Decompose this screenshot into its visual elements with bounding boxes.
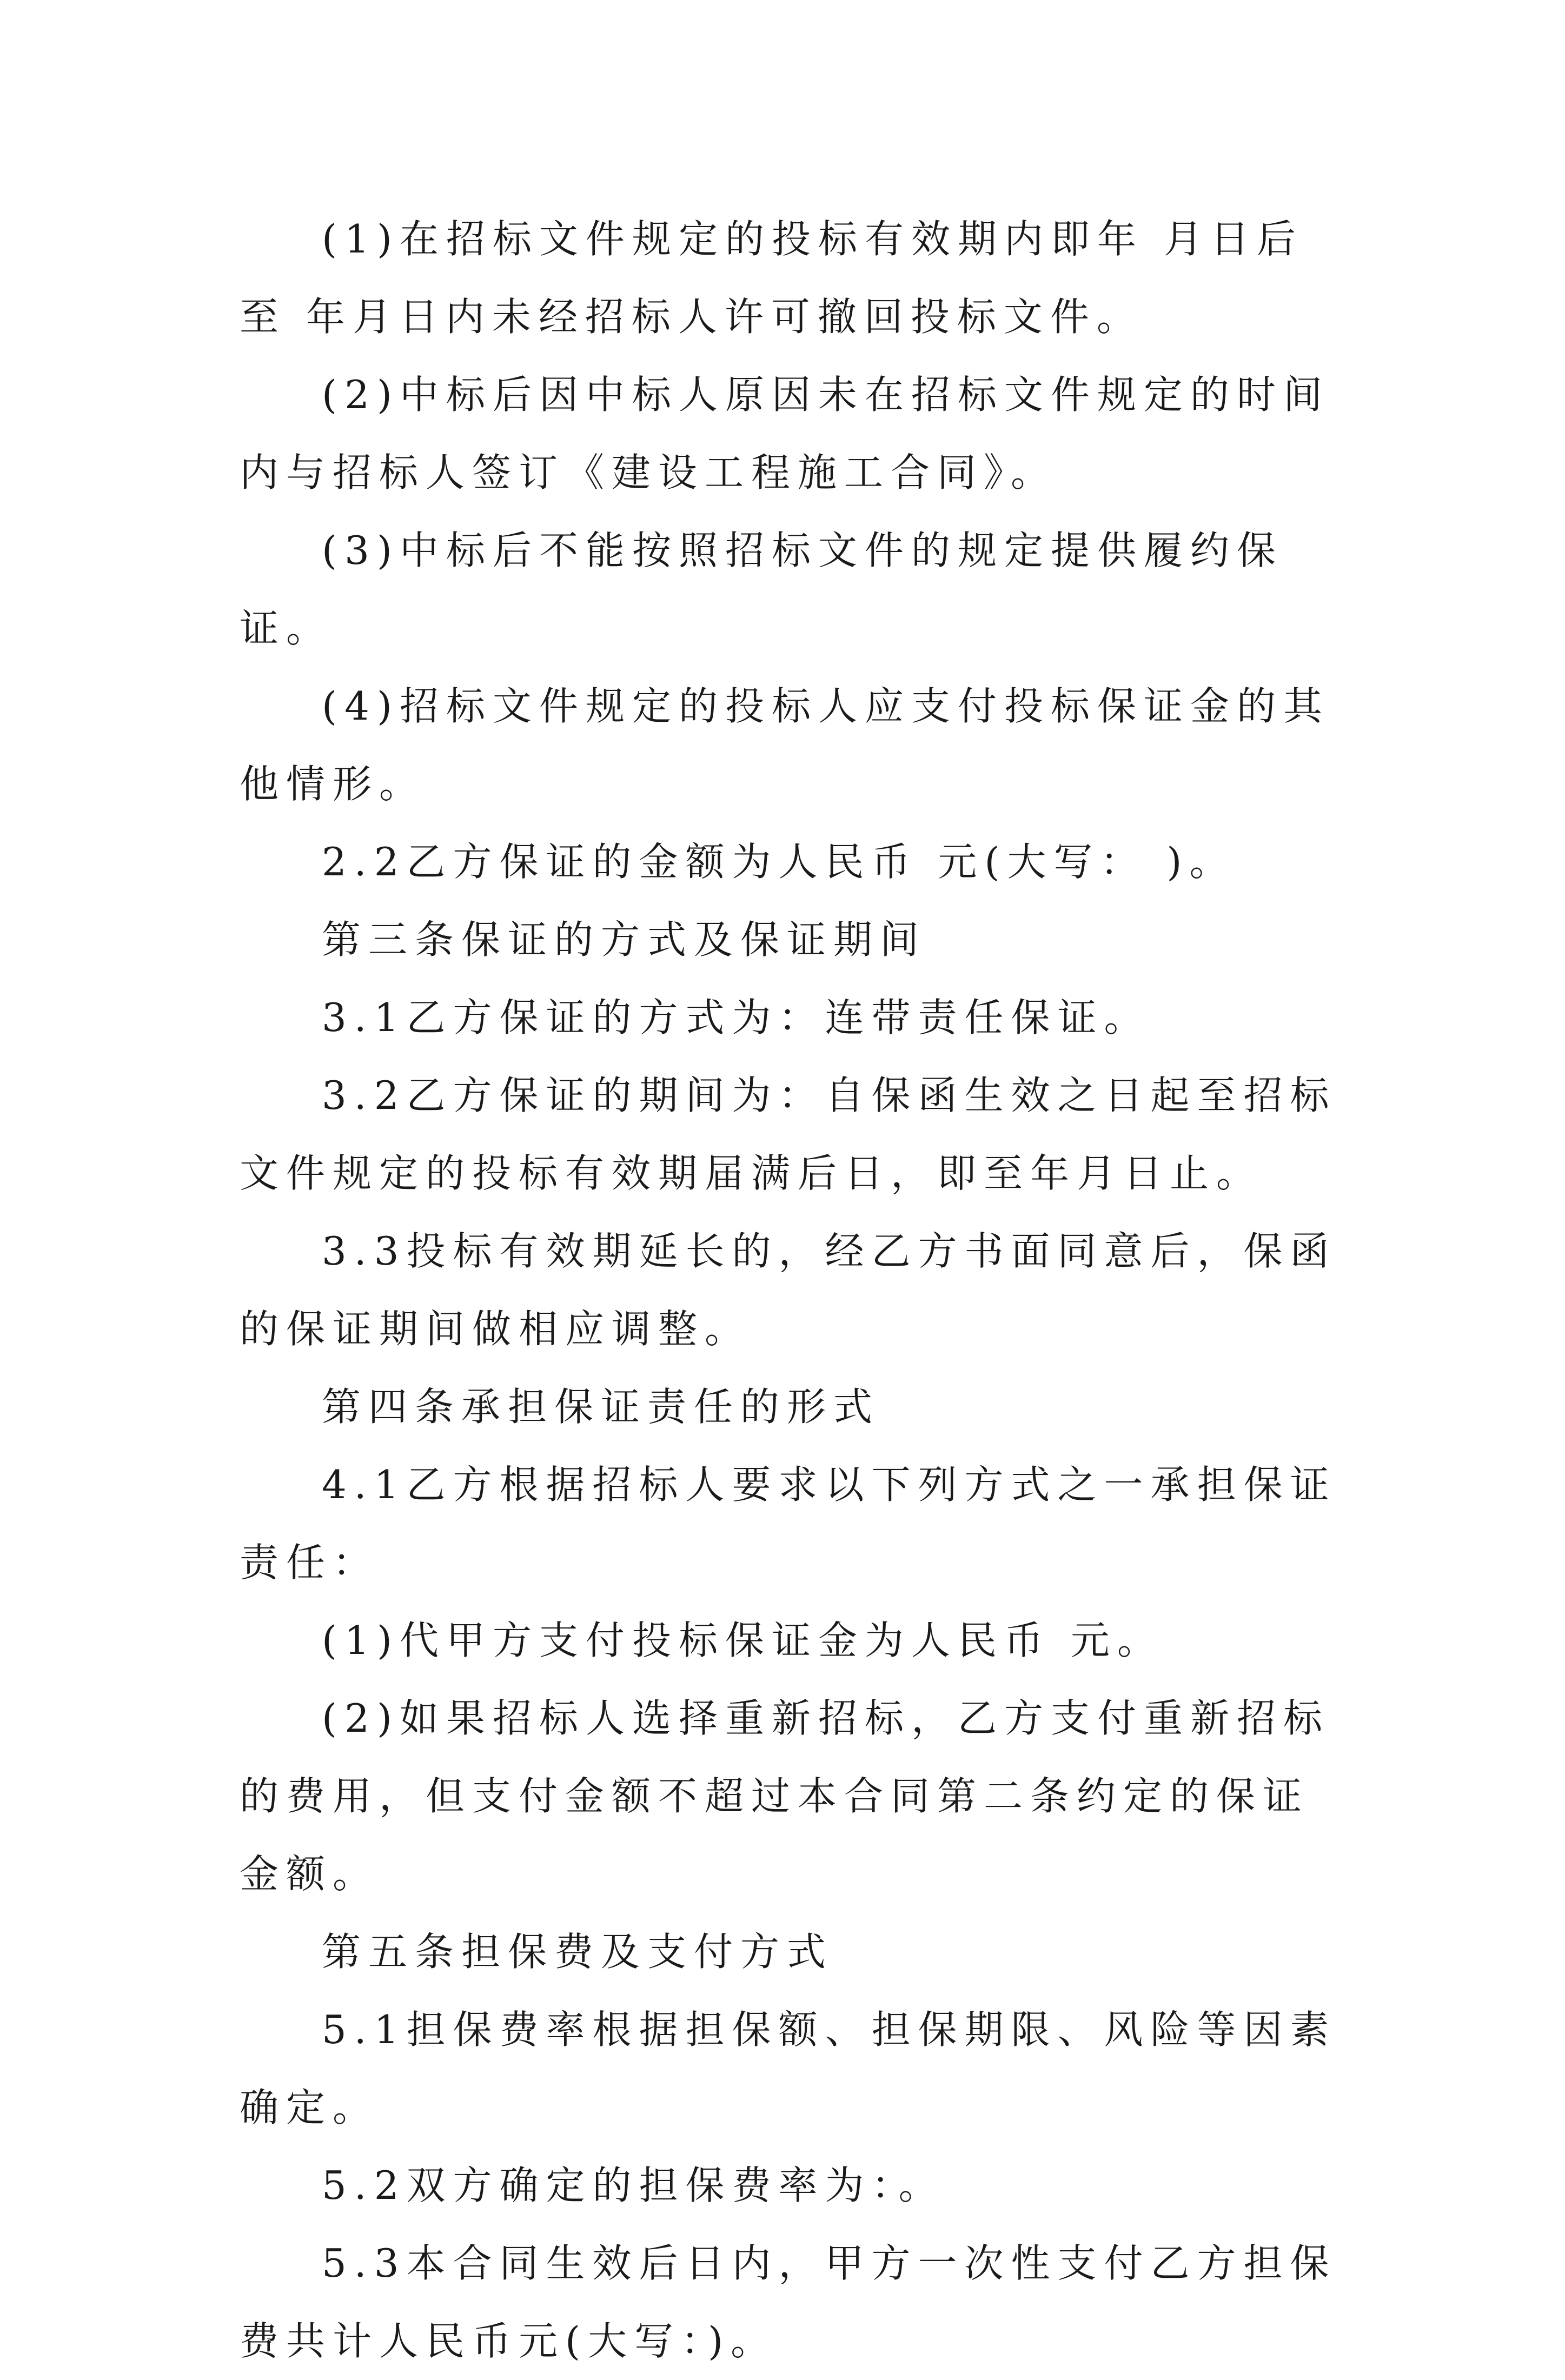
clause-paragraph: 4.1乙方根据招标人要求以下列方式之一承担保证责任： bbox=[240, 1462, 1337, 1585]
document-body bbox=[240, 200, 1343, 2380]
clause-paragraph: (2)中标后因中标人原因未在招标文件规定的时间内与招标人签订《建设工程施工合同》。 bbox=[240, 372, 1330, 495]
clause-paragraph: (1)在招标文件规定的投标有效期内即年 月日后至 年月日内未经招标人许可撤回投标文件。 bbox=[240, 216, 1303, 340]
clause-paragraph: (4)招标文件规定的投标人应支付投标保证金的其他情形。 bbox=[240, 683, 1330, 807]
clause-paragraph: 3.3投标有效期延长的，经乙方书面同意后，保函的保证期间做相应调整。 bbox=[240, 1228, 1337, 1352]
clause-paragraph: (2)如果招标人选择重新招标，乙方支付重新招标的费用，但支付金额不超过本合同第二条约定的保证金额。 bbox=[240, 1696, 1330, 1897]
clause-paragraph: (3)中标后不能按照招标文件的规定提供履约保证。 bbox=[240, 528, 1283, 651]
clause-paragraph: 5.3本合同生效后日内，甲方一次性支付乙方担保费共计人民币元(大写：)。 bbox=[240, 2241, 1337, 2364]
clause-paragraph: 3.1乙方保证的方式为：连带责任保证。 bbox=[322, 995, 1151, 1040]
clause-paragraph: (1)代甲方支付投标保证金为人民币 元。 bbox=[322, 1618, 1164, 1663]
section-heading: 第四条承担保证责任的形式 bbox=[322, 1384, 880, 1430]
section-heading: 第三条保证的方式及保证期间 bbox=[322, 917, 927, 962]
clause-paragraph: 3.2乙方保证的期间为：自保函生效之日起至招标文件规定的投标有效期届满后日，即至年月日止。 bbox=[240, 1073, 1337, 1196]
clause-paragraph: 5.2双方确定的担保费率为：。 bbox=[322, 2163, 945, 2208]
clause-paragraph: 2.2乙方保证的金额为人民币 元(大写： )。 bbox=[322, 839, 1236, 885]
section-heading: 第五条担保费及支付方式 bbox=[322, 1929, 834, 1975]
clause-paragraph: 5.1担保费率根据担保额、担保期限、风险等因素确定。 bbox=[240, 2007, 1337, 2130]
